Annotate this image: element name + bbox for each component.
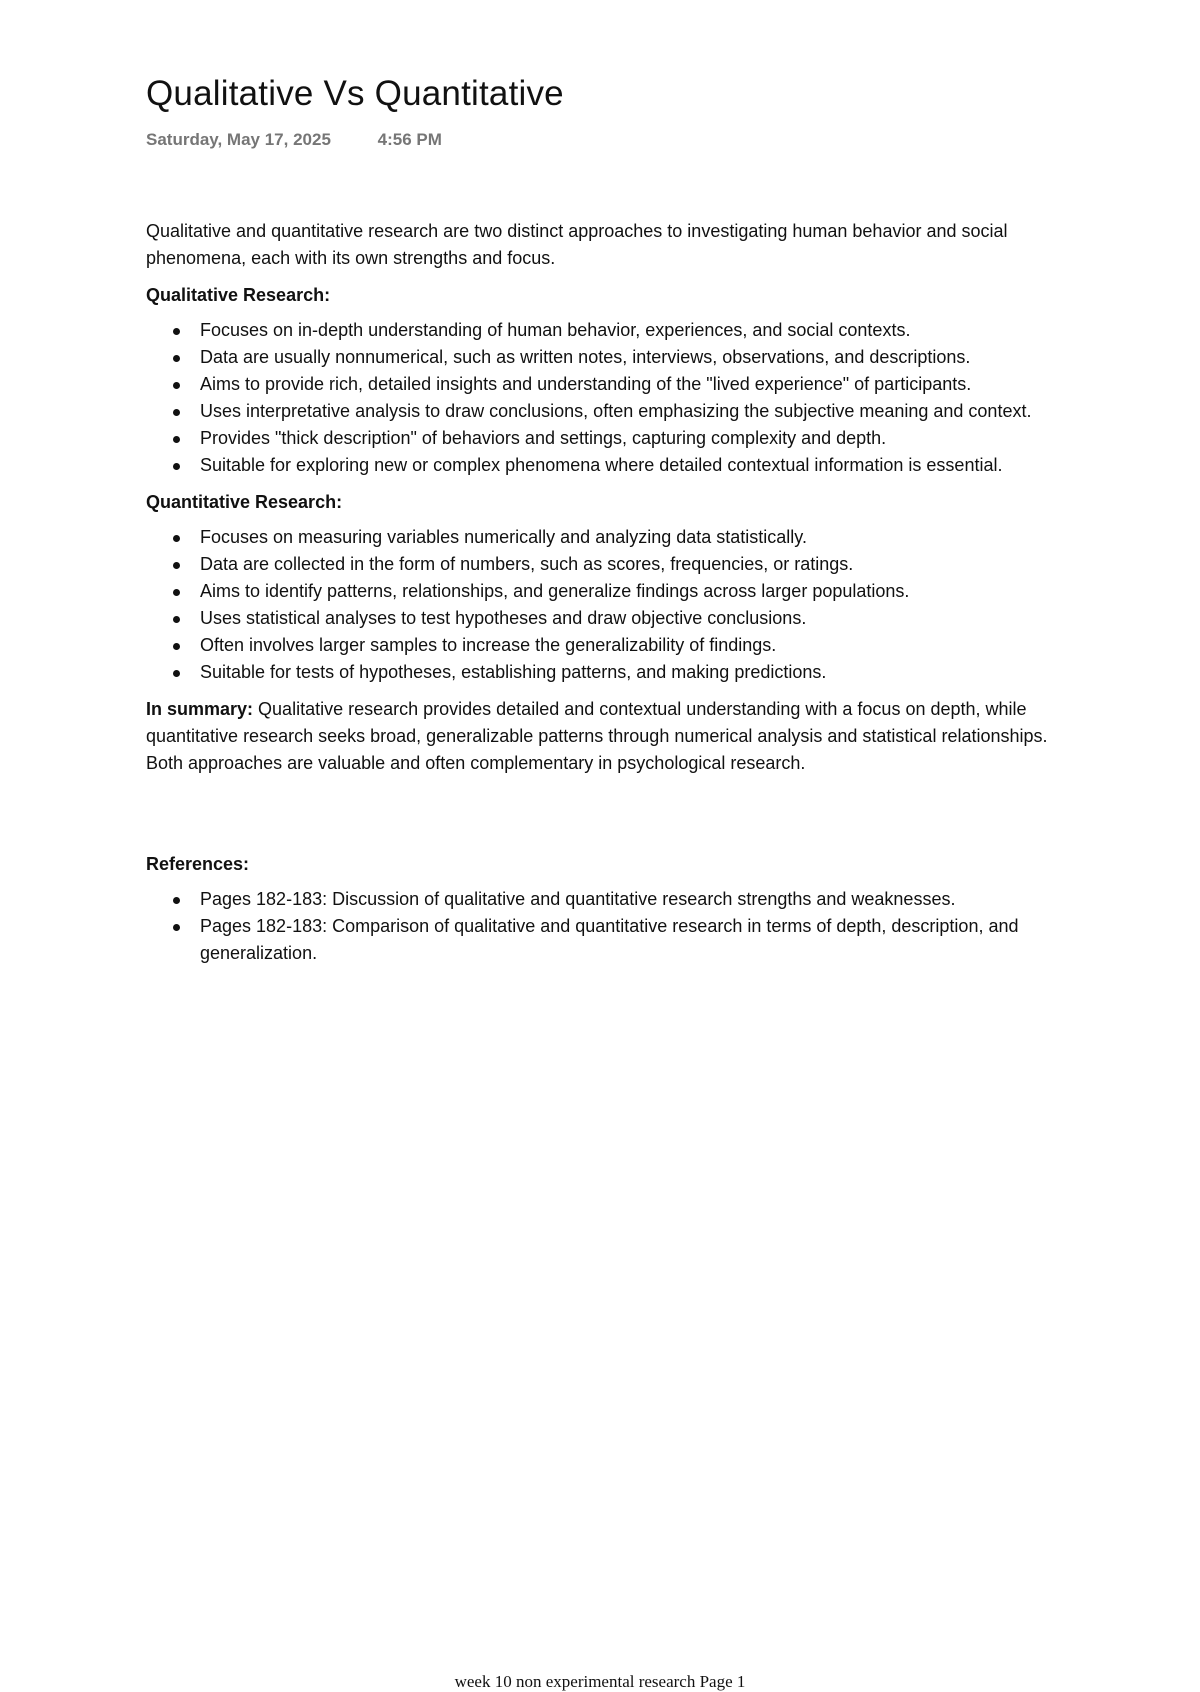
bullet-icon xyxy=(173,616,180,623)
list-item-text: Often involves larger samples to increase the generalizability of findings. xyxy=(200,635,777,655)
intro-paragraph: Qualitative and quantitative research are two distinct approaches to investigating human behavior and social phenomena, each with its own strengths and focus. xyxy=(146,221,1008,268)
list-item-text: Pages 182-183: Discussion of qualitative and quantitative research strengths and weaknesses. xyxy=(200,889,956,909)
bullet-icon xyxy=(173,589,180,596)
list-item-text: Aims to identify patterns, relationships, and generalize findings across larger populations. xyxy=(200,581,910,601)
footer-page-number: Page 1 xyxy=(699,1672,746,1691)
bullet-icon xyxy=(173,535,180,542)
list-item xyxy=(200,425,1066,452)
page-content[interactable] xyxy=(146,218,1066,977)
list-item-text: Data are collected in the form of numbers, such as scores, frequencies, or ratings. xyxy=(200,554,854,574)
list-item-text: Uses interpretative analysis to draw conclusions, often emphasizing the subjective meaning and context. xyxy=(200,401,1032,421)
bullet-icon xyxy=(173,436,180,443)
bullet-icon xyxy=(173,643,180,650)
list-item xyxy=(200,605,1066,632)
list-item xyxy=(200,524,1066,551)
list-item-text: Suitable for exploring new or complex phenomena where detailed contextual information is essential. xyxy=(200,455,1003,475)
list-item xyxy=(200,551,1066,578)
qualitative-list xyxy=(146,317,1066,479)
list-item-text: Focuses on measuring variables numerically and analyzing data statistically. xyxy=(200,527,807,547)
bullet-icon xyxy=(173,463,180,470)
bullet-icon xyxy=(173,409,180,416)
list-item xyxy=(200,886,1066,913)
list-item xyxy=(200,632,1066,659)
spacer xyxy=(146,787,1066,851)
summary-label: In summary: xyxy=(146,699,254,719)
list-item-text: Data are usually nonnumerical, such as written notes, interviews, observations, and descriptions. xyxy=(200,347,971,367)
list-item xyxy=(200,344,1066,371)
page-title: Qualitative Vs Quantitative xyxy=(146,74,564,113)
bullet-icon xyxy=(173,897,180,904)
page-metadata xyxy=(146,130,442,150)
bullet-icon xyxy=(173,924,180,931)
page-time: 4:56 PM xyxy=(377,130,442,149)
list-item-text: Focuses on in-depth understanding of human behavior, experiences, and social contexts. xyxy=(200,320,911,340)
bullet-icon xyxy=(173,382,180,389)
page-date: Saturday, May 17, 2025 xyxy=(146,130,331,149)
footer-section-name: week 10 non experimental research xyxy=(454,1672,696,1691)
list-item xyxy=(200,317,1066,344)
list-item xyxy=(200,371,1066,398)
summary-paragraph xyxy=(146,696,1066,777)
list-item-text: Uses statistical analyses to test hypotheses and draw objective conclusions. xyxy=(200,608,807,628)
list-item-text: Pages 182-183: Comparison of qualitative and quantitative research in terms of depth, description, and generalization. xyxy=(200,916,1019,963)
bullet-icon xyxy=(173,562,180,569)
list-item-text: Provides "thick description" of behaviors and settings, capturing complexity and depth. xyxy=(200,428,887,448)
quantitative-heading: Quantitative Research: xyxy=(146,492,343,512)
page-footer xyxy=(0,1672,1200,1692)
list-item xyxy=(200,913,1066,967)
summary-text: Qualitative research provides detailed and contextual understanding with a focus on depth, while quantitative research seeks broad, generalizable patterns through numerical analysis and statistical relationships. Both approaches are valuable and often complementary in psychological research. xyxy=(146,699,1048,773)
references-list xyxy=(146,886,1066,967)
bullet-icon xyxy=(173,670,180,677)
list-item xyxy=(200,398,1066,425)
bullet-icon xyxy=(173,355,180,362)
references-heading: References: xyxy=(146,854,250,874)
list-item xyxy=(200,659,1066,686)
qualitative-heading: Qualitative Research: xyxy=(146,285,331,305)
bullet-icon xyxy=(173,328,180,335)
list-item-text: Aims to provide rich, detailed insights and understanding of the "lived experience" of participants. xyxy=(200,374,972,394)
list-item xyxy=(200,578,1066,605)
list-item xyxy=(200,452,1066,479)
list-item-text: Suitable for tests of hypotheses, establishing patterns, and making predictions. xyxy=(200,662,827,682)
quantitative-list xyxy=(146,524,1066,686)
